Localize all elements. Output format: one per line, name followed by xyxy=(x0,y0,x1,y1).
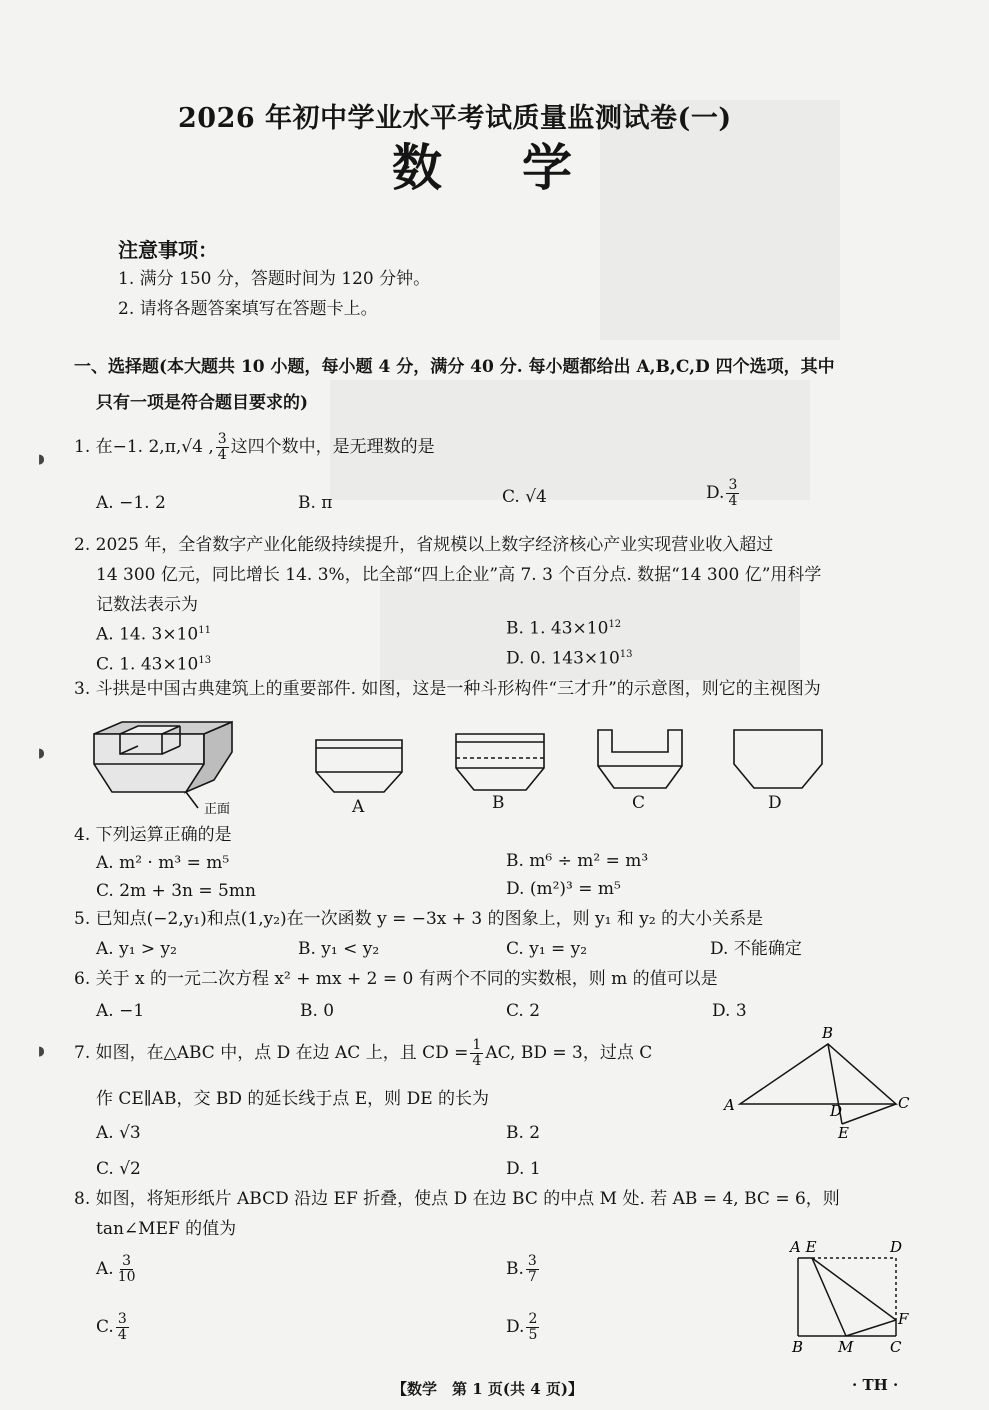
q1-option-d-prefix: D. xyxy=(706,483,725,503)
q7-option-d: D. 1 xyxy=(506,1159,541,1179)
q8-opt-b-prefix: B. xyxy=(506,1259,524,1279)
q8-opt-b-num: 3 xyxy=(527,1253,537,1269)
q8-opt-a-fraction xyxy=(116,1254,138,1285)
q1-option-c: C. √4 xyxy=(502,487,547,507)
q1-fraction xyxy=(216,432,229,463)
q2-option-c xyxy=(96,650,211,676)
q8-label-b: B xyxy=(792,1338,804,1356)
q8-option-c xyxy=(96,1312,131,1343)
notice-item: 1. 满分 150 分，答题时间为 120 分钟。 xyxy=(118,269,431,289)
q4-stem: 4. 下列运算正确的是 xyxy=(74,825,232,845)
q3-option-c-figure xyxy=(598,730,682,788)
q2-opt-d-exp: 13 xyxy=(619,649,633,660)
q2-opt-c-base: C. 1. 43×10 xyxy=(96,654,199,675)
binding-mark: ◗ xyxy=(38,452,45,467)
q7-label-a: A xyxy=(724,1096,735,1114)
q8-option-d xyxy=(506,1312,541,1343)
footer-code: · TH · xyxy=(852,1376,899,1394)
q5-stem: 5. 已知点(−2,y₁)和点(1,y₂)在一次函数 y = −3x + 3 的图象上，则 y₁ 和 y₂ 的大小关系是 xyxy=(74,909,764,929)
q7-option-c: C. √2 xyxy=(96,1159,141,1179)
q2-option-d xyxy=(506,644,633,670)
q1-option-a: A. −1. 2 xyxy=(96,493,166,513)
q7-fraction xyxy=(470,1038,483,1069)
q8-label-m: M xyxy=(838,1338,854,1356)
q2-stem-line2: 14 300 亿元，同比增长 14. 3%，比全部“四上企业”高 7. 3 个百分点. 数据“14 300 亿”用科学 xyxy=(96,565,822,585)
q7-label-d: D xyxy=(830,1102,843,1120)
q8-opt-b-den: 7 xyxy=(527,1269,537,1285)
q8-rectangle-figure xyxy=(780,1236,920,1360)
q8-option-a xyxy=(96,1254,140,1285)
q6-stem: 6. 关于 x 的一元二次方程 x² + mx + 2 = 0 有两个不同的实数根，则 m 的值可以是 xyxy=(74,969,718,989)
q8-opt-d-num: 2 xyxy=(528,1311,538,1327)
q2-opt-b-exp: 12 xyxy=(608,619,622,630)
q2-opt-a-base: A. 14. 3×10 xyxy=(96,624,199,645)
q8-stem-line2: tan∠MEF 的值为 xyxy=(96,1219,237,1239)
q3-option-d: D xyxy=(768,793,782,813)
q8-label-f: F xyxy=(898,1310,909,1328)
q1-stem-a: 1. 在−1. 2,π,√4 , xyxy=(74,437,214,457)
q7-stem-b: AC, BD = 3，过点 C xyxy=(485,1043,653,1063)
q7-stem-line1 xyxy=(74,1038,652,1069)
q1-optd-num: 3 xyxy=(728,477,738,493)
q5-option-a: A. y₁ > y₂ xyxy=(96,939,177,959)
q7-option-b: B. 2 xyxy=(506,1123,541,1143)
q7-label-e: E xyxy=(838,1124,849,1142)
q8-opt-a-num: 3 xyxy=(122,1253,132,1269)
subject-title: 数学 xyxy=(392,138,652,197)
q8-opt-d-den: 5 xyxy=(528,1327,538,1343)
q3-figures xyxy=(80,712,840,818)
exam-title: 2026 年初中学业水平考试质量监测试卷(一) xyxy=(178,103,732,134)
q5-option-d: D. 不能确定 xyxy=(710,939,802,959)
q4-option-b: B. m⁶ ÷ m² = m³ xyxy=(506,851,649,871)
q2-option-a xyxy=(96,620,211,646)
q8-opt-a-prefix: A. xyxy=(96,1259,114,1279)
q3-option-d-figure xyxy=(734,730,822,788)
q8-option-b xyxy=(506,1254,541,1285)
q8-opt-b-fraction xyxy=(526,1254,539,1285)
q7-label-b: B xyxy=(822,1024,834,1042)
q8-opt-d-fraction xyxy=(526,1312,539,1343)
q7-frac-den: 4 xyxy=(472,1053,482,1069)
q2-opt-d-base: D. 0. 143×10 xyxy=(506,648,620,669)
q7-stem-line2: 作 CE∥AB，交 BD 的延长线于点 E，则 DE 的长为 xyxy=(96,1089,490,1109)
q5-option-c: C. y₁ = y₂ xyxy=(506,939,588,959)
q8-label-ae: A E xyxy=(790,1238,817,1256)
q1-option-d xyxy=(706,478,741,509)
q6-option-b: B. 0 xyxy=(300,1001,335,1021)
q3-option-b-figure xyxy=(456,734,544,790)
q4-option-a: A. m² · m³ = m⁵ xyxy=(96,853,230,873)
section-heading-cont: 只有一项是符合题目要求的) xyxy=(96,393,309,413)
q2-opt-a-exp: 11 xyxy=(198,625,211,636)
q3-stem: 3. 斗拱是中国古典建筑上的重要部件. 如图，这是一种斗形构件“三才升”的示意图，则它的主视图为 xyxy=(74,679,821,699)
q6-option-c: C. 2 xyxy=(506,1001,541,1021)
q2-opt-c-exp: 13 xyxy=(198,655,212,666)
q7-label-c: C xyxy=(898,1094,910,1112)
binding-mark: ◗ xyxy=(38,1044,45,1059)
q8-opt-c-fraction xyxy=(116,1312,129,1343)
q8-opt-d-prefix: D. xyxy=(506,1317,525,1337)
q8-opt-c-prefix: C. xyxy=(96,1317,114,1337)
q8-label-c: C xyxy=(890,1338,902,1356)
q7-option-a: A. √3 xyxy=(96,1123,141,1143)
q8-opt-c-den: 4 xyxy=(117,1327,127,1343)
q6-option-d: D. 3 xyxy=(712,1001,747,1021)
q8-label-d: D xyxy=(890,1238,903,1256)
page-footer: 【数学 第 1 页(共 4 页)】 xyxy=(392,1380,583,1398)
q7-triangle-figure xyxy=(720,1022,920,1142)
q3-option-a-figure xyxy=(316,740,402,792)
q8-stem-line1: 8. 如图，将矩形纸片 ABCD 沿边 EF 折叠，使点 D 在边 BC 的中点 M 处. 若 AB = 4, BC = 6，则 xyxy=(74,1189,840,1209)
q3-option-c: C xyxy=(632,793,646,813)
notice-heading: 注意事项： xyxy=(118,238,218,262)
q1-option-b: B. π xyxy=(298,493,333,513)
section-heading: 一、选择题(本大题共 10 小题，每小题 4 分，满分 40 分. 每小题都给出 A,B,C,D 四个选项，其中 xyxy=(74,357,835,377)
q2-option-b xyxy=(506,614,621,640)
q4-option-d: D. (m²)³ = m⁵ xyxy=(506,879,621,899)
front-label: 正面 xyxy=(204,802,231,817)
q1-stem xyxy=(74,432,435,463)
q3-option-a: A xyxy=(352,797,365,817)
q8-opt-c-num: 3 xyxy=(117,1311,127,1327)
q8-opt-a-den: 10 xyxy=(117,1269,136,1285)
q2-stem-line3: 记数法表示为 xyxy=(96,595,198,615)
q6-option-a: A. −1 xyxy=(96,1001,145,1021)
q4-option-c: C. 2m + 3n = 5mn xyxy=(96,881,256,901)
q7-stem-a: 7. 如图，在△ABC 中，点 D 在边 AC 上，且 CD = xyxy=(74,1043,469,1063)
q1-frac-num: 3 xyxy=(217,431,227,447)
q1-option-d-fraction xyxy=(726,478,739,509)
q2-opt-b-base: B. 1. 43×10 xyxy=(506,618,609,639)
q1-stem-b: 这四个数中，是无理数的是 xyxy=(230,437,435,457)
q1-optd-den: 4 xyxy=(728,493,738,509)
q1-frac-den: 4 xyxy=(217,447,227,463)
binding-mark: ◗ xyxy=(38,746,45,761)
notice-item: 2. 请将各题答案填写在答题卡上。 xyxy=(118,299,378,319)
q7-frac-num: 1 xyxy=(472,1037,482,1053)
three-d-block-figure xyxy=(94,722,232,808)
q3-option-b: B xyxy=(492,793,505,813)
q5-option-b: B. y₁ < y₂ xyxy=(298,939,380,959)
q2-stem-line1: 2. 2025 年，全省数字产业化能级持续提升，省规模以上数字经济核心产业实现营业收入超过 xyxy=(74,535,774,555)
